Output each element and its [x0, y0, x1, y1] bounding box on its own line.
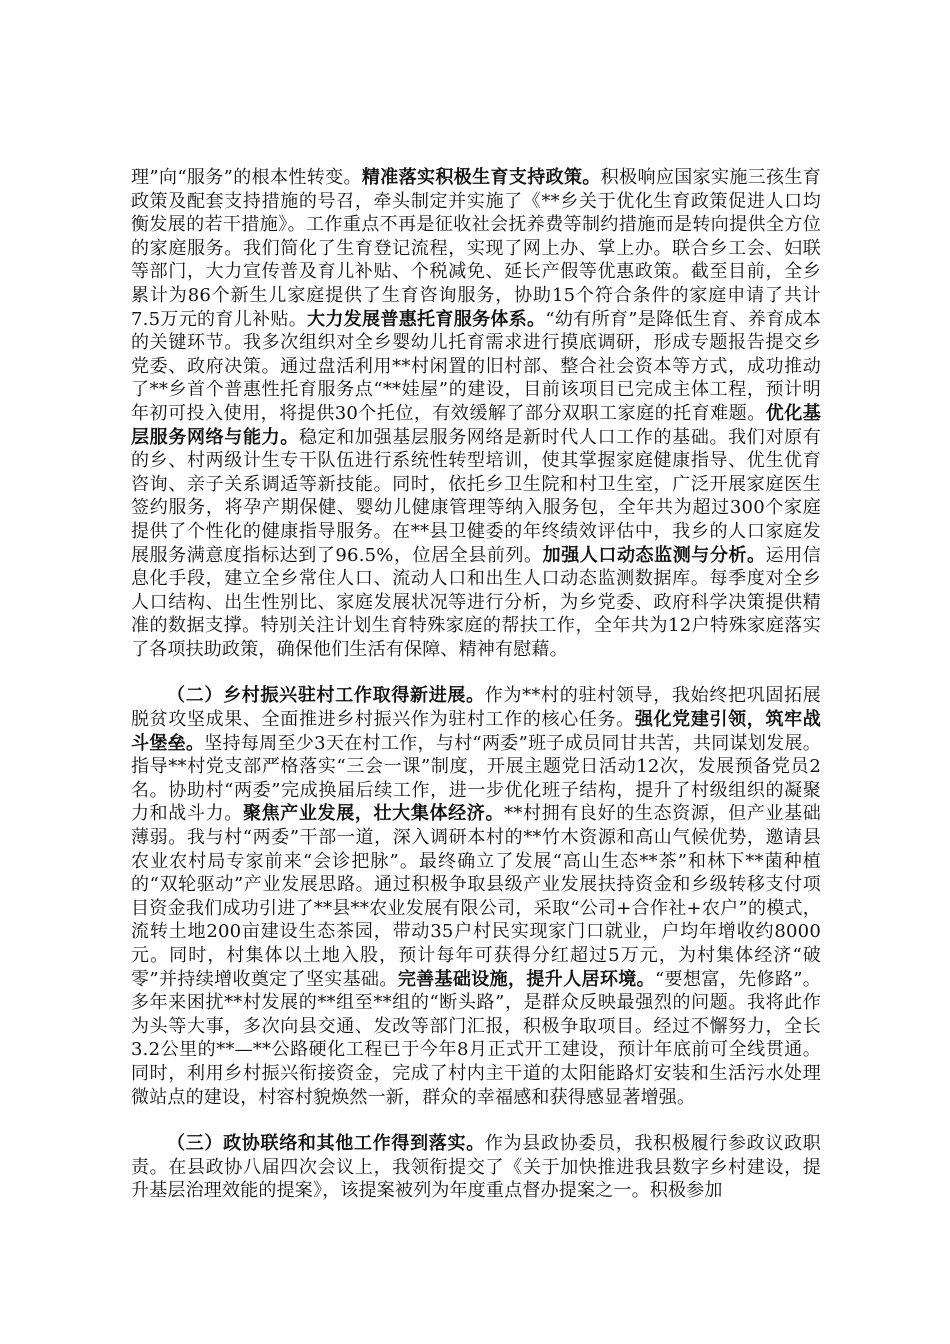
paragraph-population-services: [131, 166, 821, 661]
text-run: 理”向“服务”的根本性转变。: [131, 167, 362, 188]
paragraph-cppcc-liaison: [131, 1132, 821, 1203]
paragraph-rural-revitalization: [131, 684, 821, 1109]
heading-childcare-service-system: 大力发展普惠托育服务体系。: [307, 308, 546, 330]
text-run: 作为**村的驻村领导，我始终把巩固拓展脱贫攻坚成果、全面推进乡村振兴作为驻村工作的核心任务。: [131, 685, 821, 731]
section-heading-cppcc-liaison: （三）政协联络和其他工作得到落实。: [167, 1133, 485, 1155]
text-run: 稳定和加强基层服务网络是新时代人口工作的基础。我们对原有的乡、村两级计生专干队伍进行系统性转型培训，使其掌握家庭健康指导、优生优育咨询、亲子关系调适等新技能。同时，依托乡卫生院和村卫生室，广泛开展家庭医生签约服务，将孕产期保健、婴幼儿健康管理等纳入服务包，全年共为超过300个家庭提供了个性化的健康指导服务。在**县卫健委的年终绩效评估中，我乡的人口家庭发展服务满意度指标达到了96.5%，位居全县前列。: [131, 426, 821, 566]
heading-industry-development: 聚焦产业发展，壮大集体经济。: [242, 803, 505, 825]
heading-party-building: 强化党建引领，筑牢战斗堡垒。: [131, 709, 821, 754]
text-run: “要想富，先修路”。多年来困扰**村发展的**组至**组的“断头路”，是群众反映最强烈的问题。我将此作为头等大事，多次向县交通、发改等部门汇报，积极争取项目。经过不懈努力，全长3.2公里的**—**公路硬化工程已于今年8月正式开工建设，预计年底前可全线贯通。同时，利用乡村振兴衔接资金，完成了村内主干道的太阳能路灯安装和生活污水处理微站点的建设，村容村貌焕然一新，群众的幸福感和获得感显著增强。: [131, 968, 822, 1108]
section-heading-rural-revitalization: （二）乡村振兴驻村工作取得新进展。: [167, 685, 485, 707]
heading-grassroots-service-network: 优化基层服务网络与能力。: [131, 402, 821, 448]
heading-infrastructure: 完善基础设施，提升人居环境。: [397, 968, 656, 990]
document-body: [131, 166, 821, 1203]
heading-fertility-support-policy: 精准落实积极生育支持政策。: [361, 167, 601, 188]
text-run: “幼有所育”是降低生育、养育成本的关键环节。我多次组织对全乡婴幼儿托育需求进行摸底调研，形成专题报告提交乡党委、政府决策。通过盘活利用**村闲置的旧村部、整合社会资本等方式，成功推动了**乡首个普惠性托育服务点“**娃屋”的建设，目前该项目已完成主体工程，预计明年初可投入使用，将提供30个托位，有效缓解了部分双职工家庭的托育难题。: [131, 308, 821, 424]
text-run: 运用信息化手段，建立全乡常住人口、流动人口和出生人口动态监测数据库。每季度对全乡人口结构、出生性别比、家庭发展状况等进行分析，为乡党委、政府科学决策提供精准的数据支撑。特别关注计划生育特殊家庭的帮扶工作，全年共为12户特殊家庭落实了各项扶助政策，确保他们生活有保障、精神有慰藉。: [131, 544, 822, 660]
text-run: 积极响应国家实施三孩生育政策及配套支持措施的号召，牵头制定并实施了《**乡关于优化生育政策促进人口均衡发展的若干措施》。工作重点不再是征收社会抚养费等制约措施而是转向提供全方位的家庭服务。我们简化了生育登记流程，实现了网上办、掌上办。联合乡工会、妇联等部门，大力宣传普及育儿补贴、个税减免、延长产假等优惠政策。截至目前，全乡累计为86个新生儿家庭提供了生育咨询服务，协助15个符合条件的家庭申请了共计7.5万元的育儿补贴。: [131, 167, 822, 330]
text-run: 作为县政协委员，我积极履行参政议政职责。在县政协八届四次会议上，我领衔提交了《关于加快推进我县数字乡村建设，提升基层治理效能的提案》，该提案被列为年度重点督办提案之一。积极参加: [131, 1133, 821, 1202]
heading-population-monitoring: 加强人口动态监测与分析。: [542, 544, 766, 566]
text-run: 坚持每周至少3天在村工作，与村“两委”班子成员同甘共苦，共同谋划发展。指导**村党支部严格落实“三会一课”制度，开展主题党日活动12次，发展预备党员2名。协助村“两委”完成换届后续工作，进一步优化班子结构，提升了村级组织的凝聚力和战斗力。: [131, 732, 821, 825]
text-run: **村拥有良好的生态资源，但产业基础薄弱。我与村“两委”干部一道，深入调研本村的**竹木资源和高山气候优势，邀请县农业农村局专家前来“会诊把脉”。最终确立了发展“高山生态**茶”和林下**菌种植的“双轮驱动”产业发展思路。通过积极争取县级产业发展扶持资金和乡级转移支付项目资金我们成功引进了**县**农业发展有限公司，采取“公司+合作社+农户”的模式，流转土地200亩建设生态茶园，带动35户村民实现家门口就业，户均年增收约8000元。同时，村集体以土地入股，预计每年可获得分红超过5万元，为村集体经济“破零”并持续增收奠定了坚实基础。: [131, 803, 821, 990]
